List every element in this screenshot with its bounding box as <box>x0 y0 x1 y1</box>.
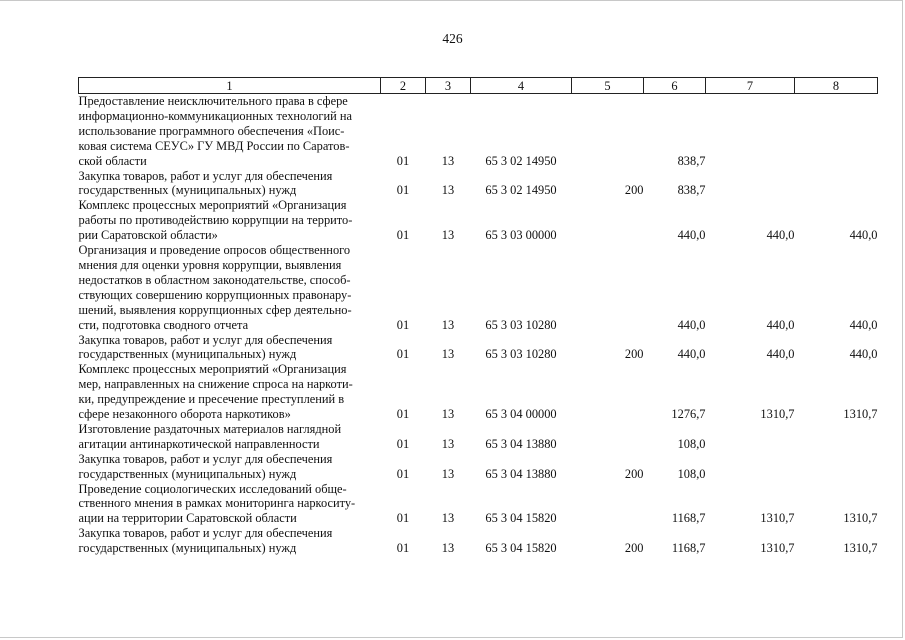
item-name-cell <box>79 94 381 169</box>
expense-type-cell <box>572 422 644 452</box>
target-article-cell: 65 3 03 00000 <box>485 228 557 243</box>
table-row <box>79 169 878 199</box>
item-name-line: ственного мнения в рамках мониторинга наркоситу- <box>78 496 356 511</box>
amount-year2-cell: 1310,7 <box>760 407 795 422</box>
amount-year3-cell: 1310,7 <box>843 407 878 422</box>
item-name-line: ации на территории Саратовской области <box>78 511 297 526</box>
item-name-cell <box>79 169 381 199</box>
amount-year2-cell <box>706 94 795 169</box>
column-header: 5 <box>572 78 644 94</box>
column-header: 4 <box>471 78 572 94</box>
target-article-cell: 65 3 03 10280 <box>485 317 557 332</box>
item-name-line: шений, выявления коррупционных сфер деятельно- <box>78 302 352 317</box>
item-name-line: Организация и проведение опросов общественного <box>78 243 351 258</box>
podrazdel-cell: 13 <box>441 436 455 451</box>
target-article-cell: 65 3 02 14950 <box>485 183 557 198</box>
expense-type-cell <box>572 243 644 332</box>
amount-year3-cell: 1310,7 <box>843 511 878 526</box>
expense-type-cell <box>572 362 644 422</box>
podrazdel-cell: 13 <box>441 511 455 526</box>
razdel-cell: 01 <box>396 347 410 362</box>
podrazdel-cell: 13 <box>441 153 455 168</box>
item-name-line: рии Саратовской области» <box>78 228 218 243</box>
target-article-cell: 65 3 03 10280 <box>485 347 557 362</box>
amount-year1-cell: 1168,7 <box>671 511 706 526</box>
amount-year2-cell: 440,0 <box>766 228 795 243</box>
item-name-cell <box>79 526 381 556</box>
table-row <box>79 198 878 243</box>
amount-year1-cell: 440,0 <box>677 347 706 362</box>
expense-type-cell: 200 <box>624 347 644 362</box>
table-row <box>79 452 878 482</box>
target-article-cell: 65 3 04 00000 <box>485 407 557 422</box>
item-name-cell <box>79 198 381 243</box>
amount-year1-cell: 108,0 <box>677 466 706 481</box>
amount-year1-cell: 440,0 <box>677 317 706 332</box>
table-row <box>79 333 878 363</box>
expense-type-cell <box>572 198 644 243</box>
amount-year2-cell <box>706 422 795 452</box>
amount-year2-cell <box>706 169 795 199</box>
amount-year3-cell <box>795 452 878 482</box>
razdel-cell: 01 <box>396 436 410 451</box>
podrazdel-cell: 13 <box>441 466 455 481</box>
target-article-cell: 65 3 04 13880 <box>485 436 557 451</box>
amount-year1-cell: 1276,7 <box>671 407 706 422</box>
table-row <box>79 526 878 556</box>
column-header: 2 <box>381 78 426 94</box>
item-name-line: ковая система СЕУС» ГУ МВД России по Саратов- <box>78 138 350 153</box>
item-name-cell <box>79 362 381 422</box>
amount-year3-cell <box>795 422 878 452</box>
razdel-cell: 01 <box>396 153 410 168</box>
target-article-cell: 65 3 04 15820 <box>485 511 557 526</box>
item-name-line: работы по противодействию коррупции на террито- <box>78 213 353 228</box>
expense-type-cell <box>572 482 644 527</box>
item-name-line: Закупка товаров, работ и услуг для обеспечения <box>78 332 333 347</box>
table-row <box>79 482 878 527</box>
table-row <box>79 422 878 452</box>
amount-year3-cell: 1310,7 <box>843 541 878 556</box>
podrazdel-cell: 13 <box>441 228 455 243</box>
amount-year2-cell: 440,0 <box>766 347 795 362</box>
amount-year1-cell: 838,7 <box>677 183 706 198</box>
amount-year3-cell: 440,0 <box>849 228 878 243</box>
column-header: 8 <box>795 78 878 94</box>
target-article-cell: 65 3 04 15820 <box>485 541 557 556</box>
amount-year3-cell: 440,0 <box>849 317 878 332</box>
expense-type-cell: 200 <box>624 466 644 481</box>
item-name-line: ской области <box>78 153 147 168</box>
item-name-cell <box>79 333 381 363</box>
expense-type-cell <box>572 94 644 169</box>
item-name-line: Закупка товаров, работ и услуг для обеспечения <box>78 451 333 466</box>
razdel-cell: 01 <box>396 511 410 526</box>
item-name-line: агитации антинаркотической направленности <box>78 436 320 451</box>
amount-year1-cell: 838,7 <box>677 153 706 168</box>
item-name-line: сфере незаконного оборота наркотиков» <box>78 407 291 422</box>
amount-year2-cell <box>706 452 795 482</box>
amount-year1-cell: 1168,7 <box>671 541 706 556</box>
amount-year1-cell: 440,0 <box>677 228 706 243</box>
item-name-line: информационно-коммуникационных технологий на <box>78 108 353 123</box>
item-name-line: государственных (муниципальных) нужд <box>78 347 297 362</box>
razdel-cell: 01 <box>396 183 410 198</box>
item-name-line: государственных (муниципальных) нужд <box>78 541 297 556</box>
target-article-cell: 65 3 04 13880 <box>485 466 557 481</box>
razdel-cell: 01 <box>396 228 410 243</box>
item-name-cell <box>79 422 381 452</box>
item-name-line: сти, подготовка сводного отчета <box>78 317 249 332</box>
amount-year1-cell: 108,0 <box>677 436 706 451</box>
item-name-cell <box>79 243 381 332</box>
razdel-cell: 01 <box>396 317 410 332</box>
table-row <box>79 243 878 332</box>
amount-year3-cell: 440,0 <box>849 347 878 362</box>
item-name-cell <box>79 452 381 482</box>
column-header: 1 <box>79 78 381 94</box>
item-name-line: мнения для оценки уровня коррупции, выявления <box>78 257 342 272</box>
razdel-cell: 01 <box>396 466 410 481</box>
item-name-line: Комплекс процессных мероприятий «Организация <box>78 198 347 213</box>
column-number-header <box>79 78 878 94</box>
podrazdel-cell: 13 <box>441 317 455 332</box>
razdel-cell: 01 <box>396 541 410 556</box>
table-row <box>79 94 878 169</box>
expense-type-cell: 200 <box>624 541 644 556</box>
amount-year2-cell: 440,0 <box>766 317 795 332</box>
item-name-line: Изготовление раздаточных материалов наглядной <box>78 421 342 436</box>
target-article-cell: 65 3 02 14950 <box>485 153 557 168</box>
column-header: 6 <box>644 78 706 94</box>
item-name-line: недостатков в областном законодательстве, способ- <box>78 272 351 287</box>
column-header: 7 <box>706 78 795 94</box>
item-name-line: мер, направленных на снижение спроса на наркоти- <box>78 377 353 392</box>
expense-type-cell: 200 <box>624 183 644 198</box>
item-name-line: Закупка товаров, работ и услуг для обеспечения <box>78 168 333 183</box>
table-row <box>79 362 878 422</box>
amount-year3-cell <box>795 94 878 169</box>
item-name-cell <box>79 482 381 527</box>
budget-table <box>78 77 878 556</box>
podrazdel-cell: 13 <box>441 347 455 362</box>
amount-year2-cell: 1310,7 <box>760 511 795 526</box>
podrazdel-cell: 13 <box>441 183 455 198</box>
column-header: 3 <box>426 78 471 94</box>
amount-year2-cell: 1310,7 <box>760 541 795 556</box>
item-name-line: государственных (муниципальных) нужд <box>78 183 297 198</box>
item-name-line: Комплекс процессных мероприятий «Организация <box>78 362 347 377</box>
podrazdel-cell: 13 <box>441 541 455 556</box>
item-name-line: использование программного обеспечения «Поис- <box>78 123 345 138</box>
item-name-line: ки, предупреждение и пресечение преступлений в <box>78 392 345 407</box>
page-number: 426 <box>442 31 463 46</box>
item-name-line: Проведение социологических исследований обще- <box>78 481 347 496</box>
item-name-line: Закупка товаров, работ и услуг для обеспечения <box>78 526 333 541</box>
item-name-line: ствующих совершению коррупционных правонару- <box>78 287 352 302</box>
item-name-line: государственных (муниципальных) нужд <box>78 466 297 481</box>
item-name-line: Предоставление неисключительного права в сфере <box>78 94 348 108</box>
podrazdel-cell: 13 <box>441 407 455 422</box>
amount-year3-cell <box>795 169 878 199</box>
razdel-cell: 01 <box>396 407 410 422</box>
